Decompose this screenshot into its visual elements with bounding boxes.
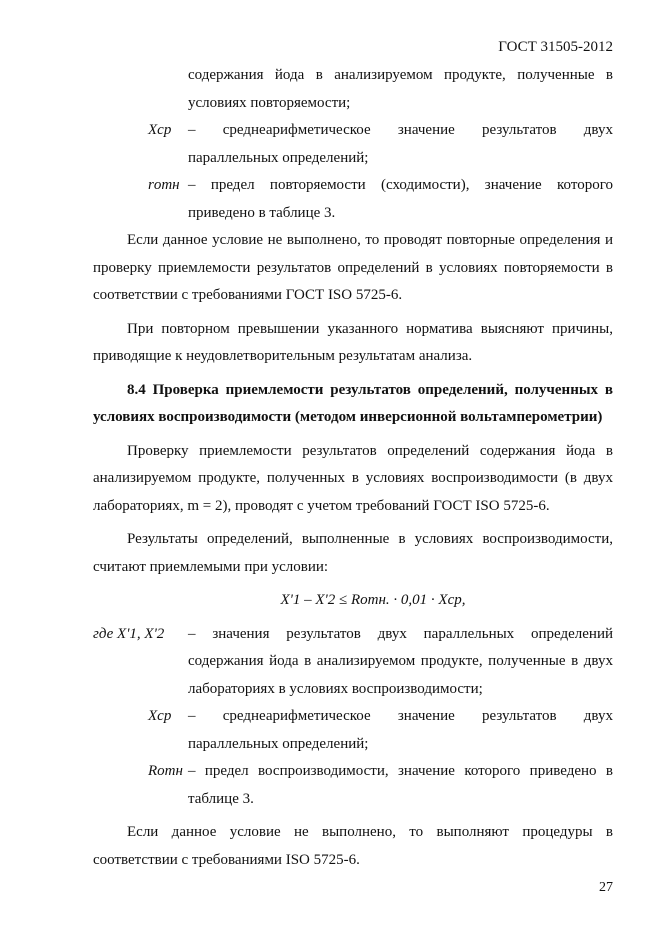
definition-item xyxy=(93,758,613,813)
definition-symbol: rотн xyxy=(148,177,180,193)
definition-symbol: Rотн xyxy=(148,763,183,779)
definition-symbol: Xср xyxy=(148,122,172,138)
page-header: ГОСТ 31505-2012 xyxy=(498,39,613,55)
definition-symbol: Xср xyxy=(148,708,172,724)
definition-text: – среднеарифметическое значение результатов двух параллельных определений; xyxy=(188,708,613,752)
document-body xyxy=(93,62,613,874)
definition-text: – среднеарифметическое значение результатов двух параллельных определений; xyxy=(188,122,613,166)
paragraph: При повторном превышении указанного норматива выясняют причины, приводящие к неудовлетворительным результатам анализа. xyxy=(93,320,613,364)
definition-text: – предел воспроизводимости, значение которого приведено в таблице 3. xyxy=(188,763,613,807)
definition-text: – предел повторяемости (сходимости), значение которого приведено в таблице 3. xyxy=(188,177,613,221)
section-heading: 8.4 Проверка приемлемости результатов определений, полученных в условиях воспроизводимости (методом инверсионной вольтамперометрии) xyxy=(93,381,613,425)
page-number: 27 xyxy=(599,880,613,895)
paragraph: Результаты определений, выполненные в условиях воспроизводимости, считают приемлемыми при условии: xyxy=(93,531,613,575)
definition-item xyxy=(93,117,613,172)
definition-item xyxy=(93,703,613,758)
where-text: – значения результатов двух параллельных определений содержания йода в анализируемом продукте, полученные в двух лабораториях в условиях воспроизводимости; xyxy=(188,625,613,697)
paragraph: Проверку приемлемости результатов определений содержания йода в анализируемом продукте, полученных в условиях воспроизводимости (в двух лабораториях, m = 2), проводят с учетом требований ГОСТ ISO 5725-6. xyxy=(93,442,613,514)
formula: X'1 – X'2 ≤ Rотн. · 0,01 · Xср, xyxy=(280,592,466,608)
where-clause xyxy=(93,621,613,704)
definition-item xyxy=(93,62,613,117)
where-label: где X'1, X'2 xyxy=(93,625,165,642)
definition-item xyxy=(93,172,613,227)
paragraph: Если данное условие не выполнено, то проводят повторные определения и проверку приемлемости результатов определений в условиях повторяемости в соответствии с требованиями ГОСТ ISO 5725-6. xyxy=(93,232,613,303)
paragraph: Если данное условие не выполнено, то выполняют процедуры в соответствии с требованиями ISO 5725-6. xyxy=(93,824,613,868)
definition-text: содержания йода в анализируемом продукте, полученные в условиях повторяемости; xyxy=(188,67,613,111)
